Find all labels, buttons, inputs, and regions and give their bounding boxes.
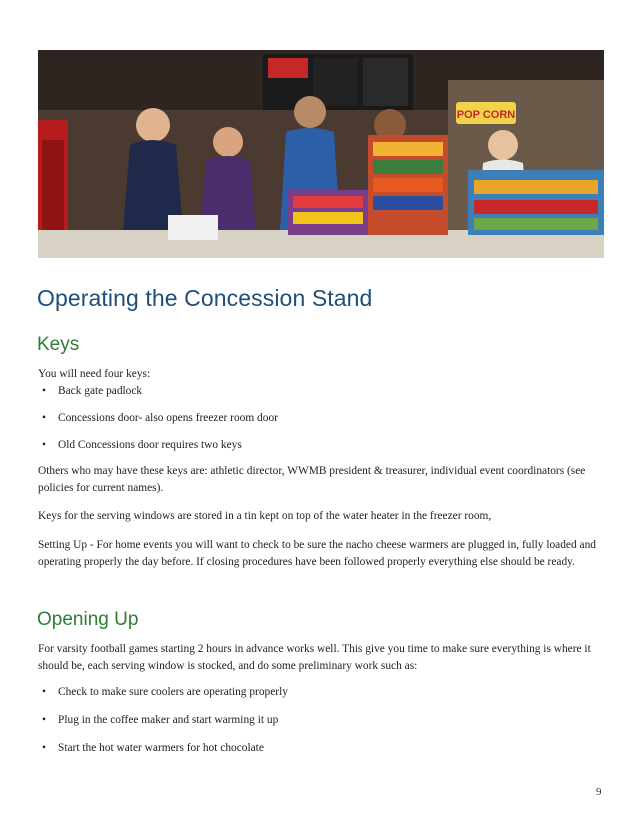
page-number: 9: [596, 786, 602, 798]
keys-bullet: [42, 383, 142, 399]
bullet-icon: •: [42, 742, 46, 754]
keys-serving-paragraph: Keys for the serving windows are stored in a tin kept on top of the water heater in the freezer room,: [38, 510, 492, 522]
opening-up-heading: Opening Up: [37, 609, 139, 630]
opening-bullet: [42, 712, 278, 728]
bullet-icon: •: [42, 686, 46, 698]
page-title: Operating the Concession Stand: [37, 285, 373, 311]
keys-others-paragraph: Others who may have these keys are: athletic director, WWMB president & treasurer, individual event coordinators (see policies for current names).: [38, 465, 586, 494]
opening-bullet: [42, 684, 288, 700]
keys-bullet: [42, 410, 278, 426]
keys-bullet-text: Back gate padlock: [58, 385, 143, 397]
bullet-icon: •: [42, 412, 46, 424]
bullet-icon: •: [42, 439, 46, 451]
setting-up-paragraph: Setting Up - For home events you will want to check to be sure the nacho cheese warmers are plugged in, fully loaded and operating properly the day before. If closing procedures have been followed properly everything else should be ready.: [38, 539, 596, 568]
keys-bullet-text: Old Concessions door requires two keys: [58, 439, 242, 451]
opening-bullet-text: Check to make sure coolers are operating properly: [58, 686, 288, 698]
bullet-icon: •: [42, 714, 46, 726]
opening-intro: For varsity football games starting 2 hours in advance works well. This give you time to make sure everything is where it should be, each serving window is stocked, and do some preliminary work such as:: [38, 643, 591, 672]
popcorn-sign: POP CORN: [456, 109, 516, 121]
opening-bullet: [42, 740, 264, 756]
bullet-icon: •: [42, 385, 46, 397]
opening-bullet-text: Start the hot water warmers for hot chocolate: [58, 742, 264, 754]
opening-bullet-text: Plug in the coffee maker and start warming it up: [58, 714, 279, 726]
keys-bullet: [42, 437, 242, 453]
concession-stand-photo: [38, 50, 604, 258]
keys-bullet-text: Concessions door- also opens freezer room door: [58, 412, 278, 424]
keys-heading: Keys: [37, 334, 80, 355]
keys-intro: You will need four keys:: [38, 368, 151, 380]
